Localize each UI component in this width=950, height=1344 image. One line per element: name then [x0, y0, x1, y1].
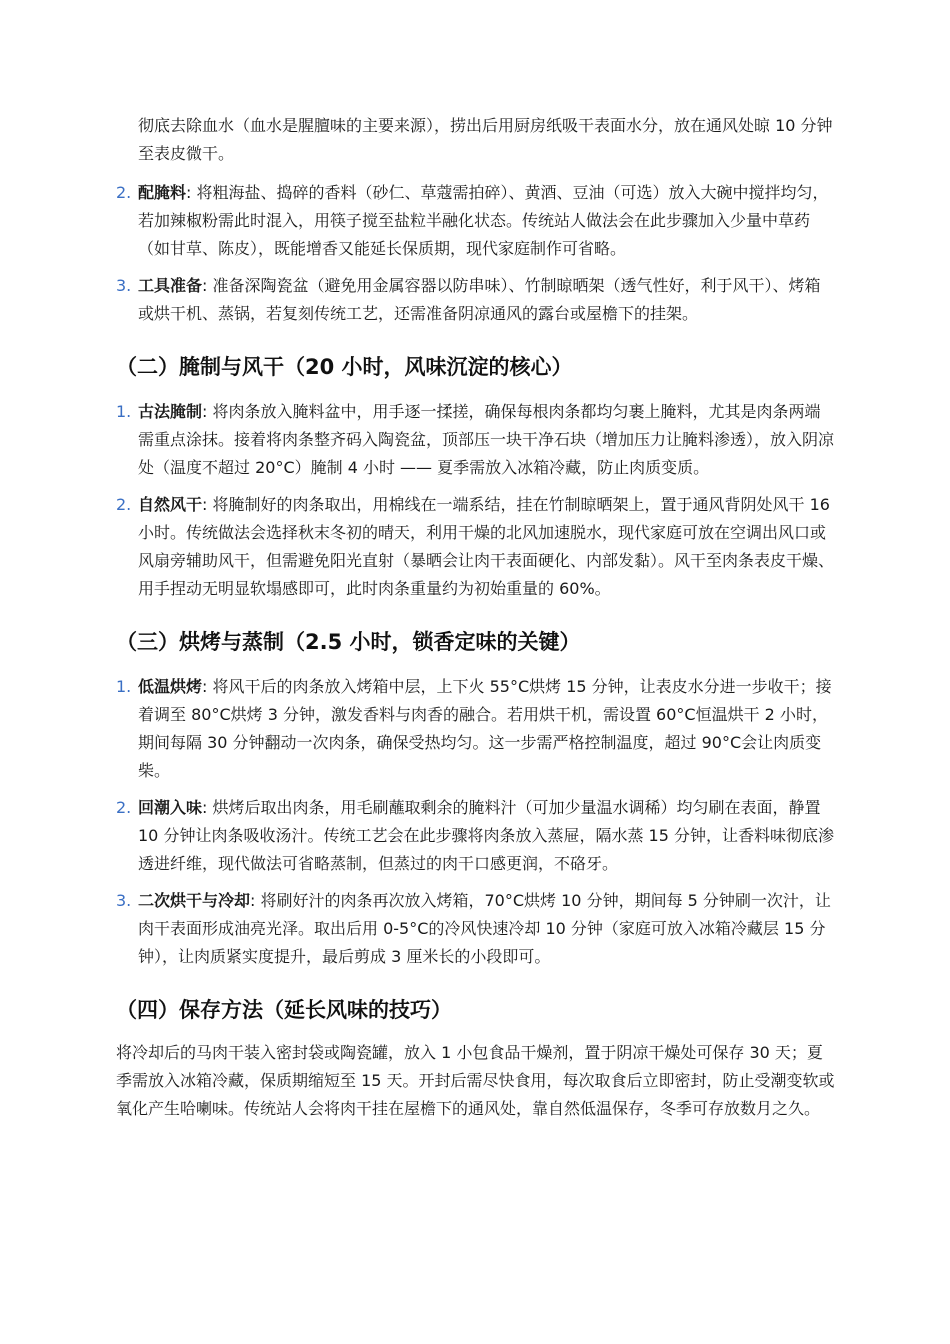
item-separator: :: [202, 677, 213, 696]
item-term: 配腌料: [138, 183, 187, 202]
list-item: [116, 272, 836, 328]
list-number: 2.: [116, 495, 132, 514]
list-number: 3.: [116, 276, 132, 295]
baking-list: [116, 673, 836, 971]
prep-list: [116, 179, 836, 328]
list-item: [116, 673, 836, 785]
list-number: 3.: [116, 891, 132, 910]
curing-list: [116, 398, 836, 603]
section-heading-4: （四）保存方法（延长风味的技巧）: [116, 998, 452, 1022]
item-separator: :: [202, 495, 213, 514]
item-text: 将肉条放入腌料盆中，用手逐一揉搓，确保每根肉条都均匀裹上腌料，尤其是肉条两端需重点涂抹。接着将肉条整齐码入陶瓷盆，顶部压一块干净石块（增加压力让腌料渗透），放入阴凉处（温度不超过 20°C）腌制 4 小时 —— 夏季需放入冰箱冷藏，防止肉质变质。: [138, 402, 835, 477]
item-separator: :: [250, 891, 261, 910]
item-text: 将腌制好的肉条取出，用棉线在一端系结，挂在竹制晾晒架上，置于通风背阴处风干 16 小时。传统做法会选择秋末冬初的晴天，利用干燥的北风加速脱水，现代家庭可放在空调出风口或风扇旁辅助风干，但需避免阳光直射（暴晒会让肉干表面硬化、内部发黏）。风干至肉条表皮干燥、用手捏动无明显软塌感即可，此时肉条重量约为初始重量的 60%。: [138, 495, 835, 598]
item-text: 准备深陶瓷盆（避免用金属容器以防串味）、竹制晾晒架（透气性好，利于风干）、烤箱或烘干机、蒸锅，若复刻传统工艺，还需准备阴凉通风的露台或屋檐下的挂架。: [138, 276, 821, 323]
continued-paragraph: 彻底去除血水（血水是腥膻味的主要来源），捞出后用厨房纸吸干表面水分，放在通风处晾 10 分钟至表皮微干。: [138, 116, 833, 163]
item-text: 将粗海盐、捣碎的香料（砂仁、草蔻需拍碎）、黄酒、豆油（可选）放入大碗中搅拌均匀，若加辣椒粉需此时混入，用筷子搅至盐粒半融化状态。传统站人做法会在此步骤加入少量中草药（如甘草、陈皮），既能增香又能延长保质期，现代家庭制作可省略。: [138, 183, 829, 258]
section-heading-3: （三）烘烤与蒸制（2.5 小时，锁香定味的关键）: [116, 630, 581, 654]
document-page: [116, 112, 836, 1123]
list-number: 1.: [116, 677, 132, 696]
item-term: 回潮入味: [138, 798, 203, 817]
list-item: [116, 398, 836, 482]
item-text: 将风干后的肉条放入烤箱中层，上下火 55°C烘烤 15 分钟，让表皮水分进一步收干；接着调至 80°C烘烤 3 分钟，激发香料与肉香的融合。若用烘干机，需设置 60°C恒温烘干 2 小时，期间每隔 30 分钟翻动一次肉条，确保受热均匀。这一步需严格控制温度，超过 90°C会让肉质变柴。: [138, 677, 832, 780]
item-separator: :: [202, 276, 213, 295]
item-term: 工具准备: [138, 276, 203, 295]
item-text: 将刷好汁的肉条再次放入烤箱，70°C烘烤 10 分钟，期间每 5 分钟刷一次汁，让肉干表面形成油亮光泽。取出后用 0-5°C的冷风快速冷却 10 分钟（家庭可放入冰箱冷藏层 15 分钟），让肉质紧实度提升，最后剪成 3 厘米长的小段即可。: [138, 891, 831, 966]
list-item: [116, 179, 836, 263]
list-item: [116, 491, 836, 603]
list-number: 2.: [116, 183, 132, 202]
section-heading-2: （二）腌制与风干（20 小时，风味沉淀的核心）: [116, 355, 573, 379]
item-separator: :: [186, 183, 197, 202]
item-term: 自然风干: [138, 495, 203, 514]
item-term: 古法腌制: [138, 402, 203, 421]
list-item: [116, 887, 836, 971]
item-separator: :: [202, 798, 213, 817]
list-number: 2.: [116, 798, 132, 817]
list-item: [116, 794, 836, 878]
list-number: 1.: [116, 402, 132, 421]
item-text: 烘烤后取出肉条，用毛刷蘸取剩余的腌料汁（可加少量温水调稀）均匀刷在表面，静置 10 分钟让肉条吸收汤汁。传统工艺会在此步骤将肉条放入蒸屉，隔水蒸 15 分钟，让香料味彻底渗透进纤维，现代做法可省略蒸制，但蒸过的肉干口感更润，不硌牙。: [138, 798, 834, 873]
storage-paragraph: 将冷却后的马肉干装入密封袋或陶瓷罐，放入 1 小包食品干燥剂，置于阴凉干燥处可保存 30 天；夏季需放入冰箱冷藏，保质期缩短至 15 天。开封后需尽快食用，每次取食后立即密封，防止受潮变软或氧化产生哈喇味。传统站人会将肉干挂在屋檐下的通风处，靠自然低温保存，冬季可存放数月之久。: [116, 1043, 835, 1118]
item-term: 二次烘干与冷却: [138, 891, 251, 910]
item-separator: :: [202, 402, 213, 421]
item-term: 低温烘烤: [138, 677, 203, 696]
